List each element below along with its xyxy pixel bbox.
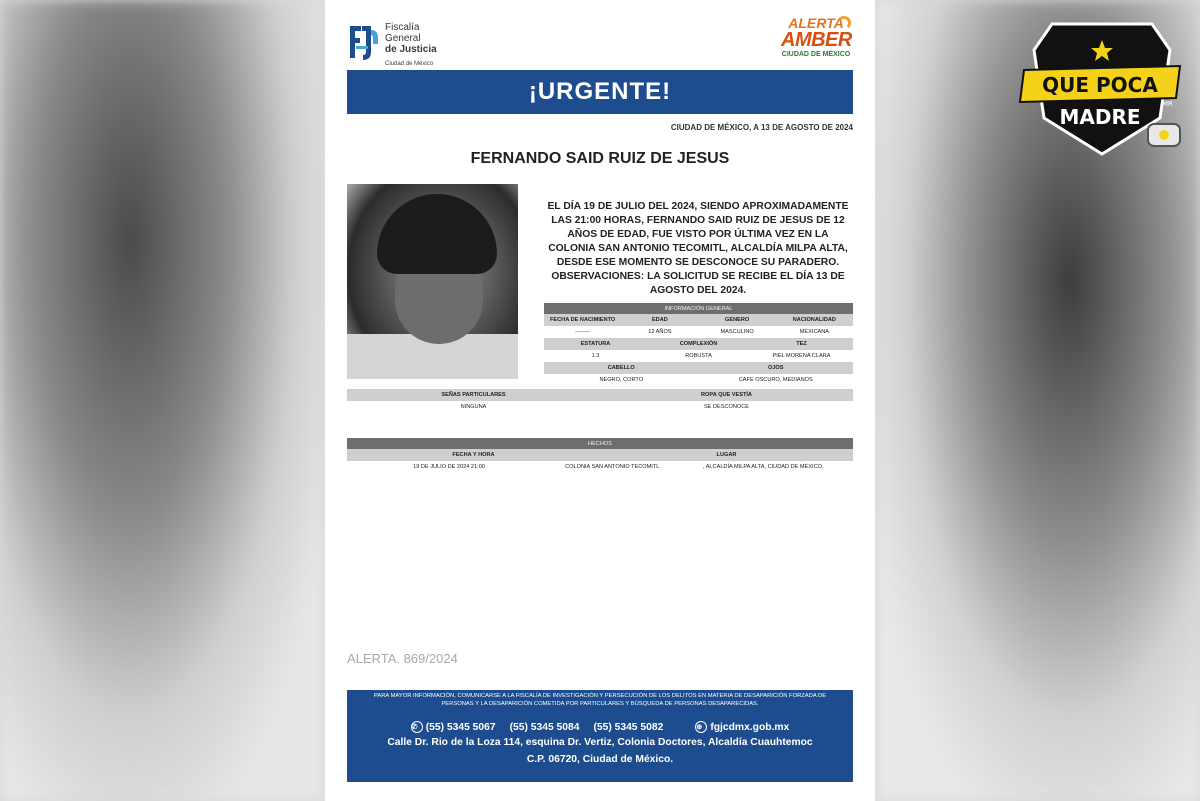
particulars-table — [347, 389, 853, 413]
badge-line-2: MADRE — [1059, 105, 1141, 129]
address-line-2: C.P. 06720, Ciudad de México. — [526, 754, 674, 765]
phone-2[interactable]: (55) 5345 5084 — [509, 721, 580, 733]
label-build: COMPLEXIÓN — [679, 341, 718, 347]
general-info-table — [544, 303, 853, 386]
date-line: CIUDAD DE MÉXICO, A 13 DE AGOSTO DE 2024 — [670, 123, 853, 132]
que-poca-madre-badge — [1012, 18, 1192, 158]
value-clothing: SE DESCONOCE — [703, 404, 750, 410]
label-clothing: ROPA QUE VESTÍA — [701, 392, 752, 398]
label-place: LUGAR — [716, 452, 737, 458]
address-line-1: Calle Dr. Rio de la Loza 114, esquina Dr. Vertiz, Colonia Doctores, Alcaldía Cuauhtemoc — [387, 737, 813, 748]
value-place-alcaldia: , ALCALDÍA MILPA ALTA, CIUDAD DE MÉXICO, — [702, 464, 824, 470]
hechos-title: HECHOS — [588, 440, 612, 447]
value-hair: NEGRO, CORTO — [599, 377, 644, 383]
label-distinguishing-marks: SEÑAS PARTICULARES — [441, 392, 506, 398]
badge-mark: MR — [1162, 100, 1173, 108]
fgj-line-3: de Justicia — [385, 44, 437, 55]
value-height: 1.3 — [591, 353, 600, 359]
fgj-logo — [347, 20, 457, 66]
label-gender: GENERO — [725, 317, 750, 323]
value-complexion: PIEL MORENA CLARA — [772, 353, 831, 359]
hechos-table — [347, 438, 853, 473]
label-birthdate: FECHA DE NACIMIENTO — [549, 317, 616, 323]
alerta-amber-logo — [781, 16, 851, 68]
label-age: EDAD — [651, 317, 668, 323]
phone-list — [347, 721, 853, 733]
alert-document — [325, 0, 875, 801]
globe-icon: ⊕ — [695, 721, 707, 733]
amber-line-2: AMBER — [781, 29, 852, 51]
description-text: EL DÍA 19 DE JULIO DEL 2024, SIENDO APROXIMADAMENTE LAS 21:00 HORAS, FERNANDO SAID RUIZ DE JESUS DE 12 AÑOS DE EDAD, FUE VISTO POR ÚLTIMA VEZ EN LA COLONIA SAN ANTONIO TECOMITL, ALCALDÍA MILPA ALTA, DESDE ESE MOMENTO SE DESCONOCE SU PARADERO. OBSERVACIONES: LA SOLICITUD SE RECIBE EL DÍA 13 DE AGOSTO DEL 2024. — [547, 201, 849, 296]
value-eyes: CAFE OSCURO, MEDIANOS — [738, 377, 813, 383]
contact-footer — [347, 690, 853, 782]
footer-fine-print: PARA MAYOR INFORMACIÓN, COMUNICARSE A LA FISCALÍA DE INVESTIGACIÓN Y PERSECUCIÓN DE LOS DELITOS EN MATERIA DE DESAPARICIÓN FORZADA DE PERSONAS Y LA DESAPARICIÓN COMETIDA POR PARTICULARES Y BÚSQUEDA DE PERSONAS DESAPARECIDAS. — [373, 693, 827, 707]
value-place-colonia: COLONIA SAN ANTONIO TECOMITL — [565, 464, 660, 470]
value-date-time: 19 DE JULIO DE 2024 21:00 — [413, 464, 485, 470]
label-hair: CABELLO — [607, 365, 635, 371]
label-nationality: NACIONALIDAD — [792, 317, 836, 323]
phone-3[interactable]: (55) 5345 5082 — [593, 721, 664, 733]
missing-person-name: FERNANDO SAID RUIZ DE JESUS — [470, 150, 730, 167]
value-gender: MASCULINO — [720, 329, 754, 335]
fgj-line-4: Ciudad de México — [385, 61, 434, 67]
general-info-title: INFORMACIÓN GENERAL — [664, 305, 733, 312]
amber-line-3: CIUDAD DE MÉXICO — [781, 51, 851, 58]
blurred-background-left — [0, 0, 325, 801]
amber-line-1: ALERTA — [788, 15, 844, 31]
alert-number: ALERTA. 869/2024 — [347, 651, 458, 666]
value-build: ROBUSTA — [685, 353, 712, 359]
urgent-banner: ¡URGENTE! — [347, 70, 853, 114]
value-birthdate: -------- — [575, 329, 591, 335]
value-age: 12 AÑOS — [648, 329, 672, 335]
fgj-line-1: Fiscalía — [385, 22, 420, 33]
label-eyes: OJOS — [767, 365, 784, 371]
fgj-emblem-icon — [347, 22, 381, 64]
badge-line-1: QUE POCA — [1042, 73, 1158, 97]
label-height: ESTATURA — [580, 341, 611, 347]
missing-person-photo — [347, 184, 518, 379]
label-date-time: FECHA Y HORA — [452, 452, 495, 458]
value-distinguishing-marks: NINGUNA — [460, 404, 487, 410]
phone-icon: ✆ — [411, 721, 423, 733]
fgj-line-2: General — [385, 33, 421, 44]
value-nationality: MEXICANA — [799, 329, 829, 335]
phone-1[interactable]: (55) 5345 5067 — [425, 721, 496, 733]
label-complexion: TEZ — [796, 341, 807, 347]
moon-icon — [837, 16, 851, 30]
website-link[interactable]: fgjcdmx.gob.mx — [710, 721, 790, 733]
